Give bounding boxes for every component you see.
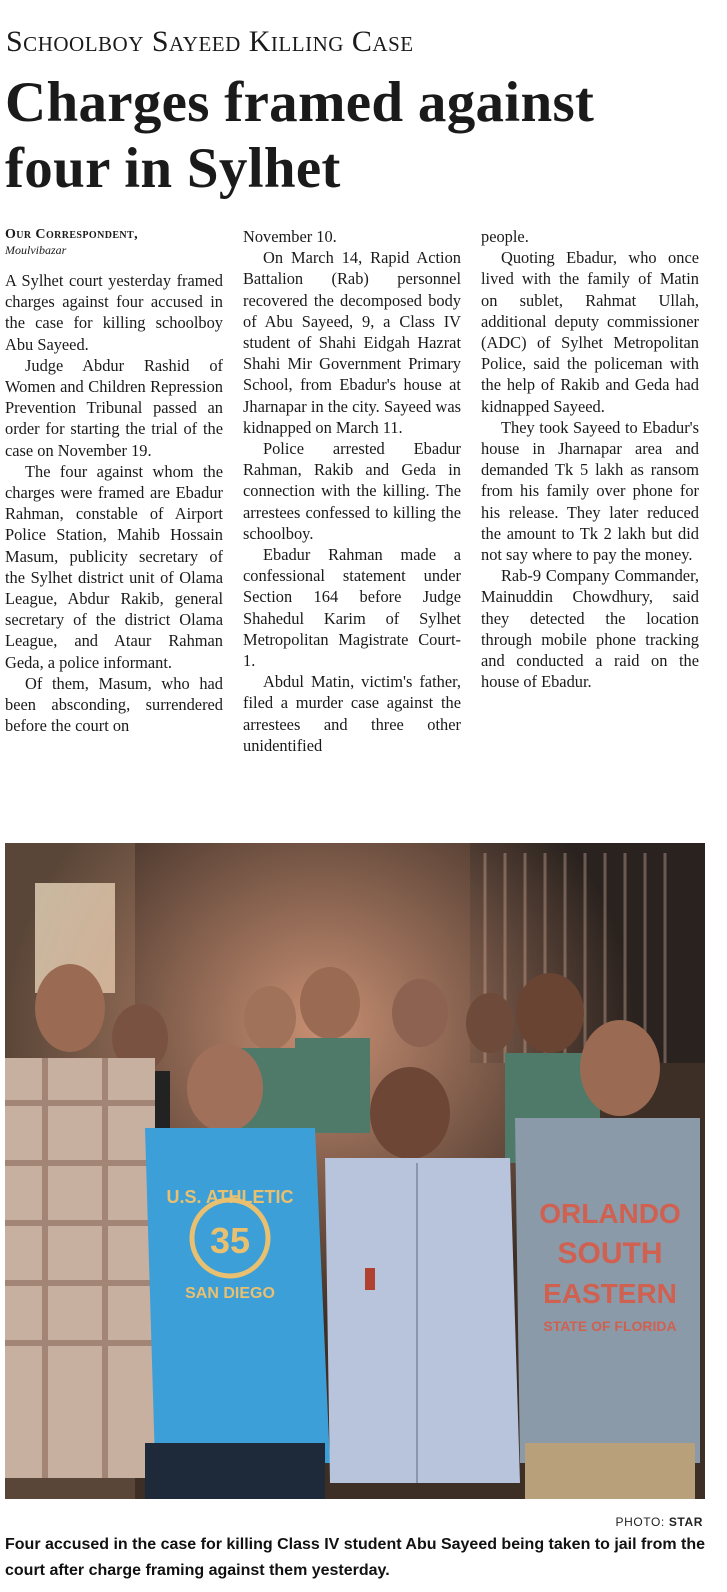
shirt-print-line-4: STATE OF FLORIDA bbox=[543, 1318, 677, 1334]
photo-credit-source: STAR bbox=[668, 1515, 703, 1529]
dateline: Moulvibazar bbox=[5, 243, 67, 257]
article-kicker: Schoolboy Sayeed Killing Case bbox=[6, 25, 414, 58]
photo-credit-prefix: PHOTO: bbox=[615, 1515, 665, 1529]
paragraph: November 10. bbox=[243, 227, 337, 246]
article-column-1 bbox=[5, 226, 223, 736]
article-headline: Charges framed against four in Sylhet bbox=[5, 71, 595, 200]
paragraph: Ebadur Rahman made a confessional statement under Section 164 before Judge Shahedul Karim of Sylhet Metropolitan Magistrate Court-1. bbox=[243, 545, 461, 671]
paragraph: The four against whom the charges were framed are Ebadur Rahman, constable of Airport Police Station, Mahib Hossain Masum, publicity secretary of the Sylhet district unit of Olama League, Abdur Rakib, general secretary of the district Olama League, and Ataur Rahman Geda, a police informant. bbox=[5, 461, 223, 672]
article-column-2 bbox=[243, 226, 461, 756]
paragraph: Police arrested Ebadur Rahman, Rakib and Geda in connection with the killing. The arrestees confessed to killing the schoolboy. bbox=[243, 439, 461, 543]
news-photo bbox=[5, 843, 705, 1499]
shirt-print-line-3: EASTERN bbox=[543, 1278, 677, 1309]
article-column-3 bbox=[481, 226, 699, 692]
paragraph: On March 14, Rapid Action Battalion (Rab) personnel recovered the decomposed body of Abu Sayeed, 9, a Class IV student of Shahi Eidgah Hazrat Shahi Mir Government Primary School, from Ebadur's house at Jharnapar in the city. Sayeed was kidnapped on March 11. bbox=[243, 248, 461, 437]
shirt-print-top: U.S. ATHLETIC bbox=[166, 1187, 294, 1207]
paragraph: Quoting Ebadur, who once lived with the family of Matin on sublet, Rahmat Ullah, additional deputy commissioner (ADC) of Sylhet Metropolitan Police, said the policeman with the help of Rakib and Geda had kidnapped Sayeed. bbox=[481, 248, 699, 416]
paragraph: Judge Abdur Rashid of Women and Children Repression Prevention Tribunal passed an order for starting the trial of the case on November 19. bbox=[5, 355, 223, 460]
shirt-print-bottom: SAN DIEGO bbox=[185, 1285, 275, 1302]
shirt-print-line-2: SOUTH bbox=[557, 1237, 663, 1270]
paragraph: Of them, Masum, who had been absconding, surrendered before the court on bbox=[5, 673, 223, 736]
paragraph: They took Sayeed to Ebadur's house in Jharnapar area and demanded Tk 5 lakh as ransom from his family over phone for his release. They later reduced the amount to Tk 2 lakh but did not say where to pay the money. bbox=[481, 417, 699, 565]
photo-illustration bbox=[5, 843, 705, 1499]
paragraph: Abdul Matin, victim's father, filed a murder case against the arrestees and three other unidentified bbox=[243, 672, 461, 755]
paragraph: A Sylhet court yesterday framed charges against four accused in the case for killing schoolboy Abu Sayeed. bbox=[5, 271, 223, 354]
shirt-print-number: 35 bbox=[209, 1220, 251, 1261]
paragraph: Rab-9 Company Commander, Mainuddin Chowdhury, said they detected the location through mobile phone tracking and conducted a raid on the house of Ebadur. bbox=[481, 566, 699, 692]
shirt-print-line-1: ORLANDO bbox=[539, 1198, 681, 1229]
photo-caption: Four accused in the case for killing Class IV student Abu Sayeed being taken to jail from the court after charge framing against them yesterday. bbox=[5, 1536, 706, 1579]
photo-credit bbox=[615, 1515, 703, 1529]
byline: Our Correspondent, bbox=[5, 227, 138, 242]
paragraph: people. bbox=[481, 227, 529, 246]
